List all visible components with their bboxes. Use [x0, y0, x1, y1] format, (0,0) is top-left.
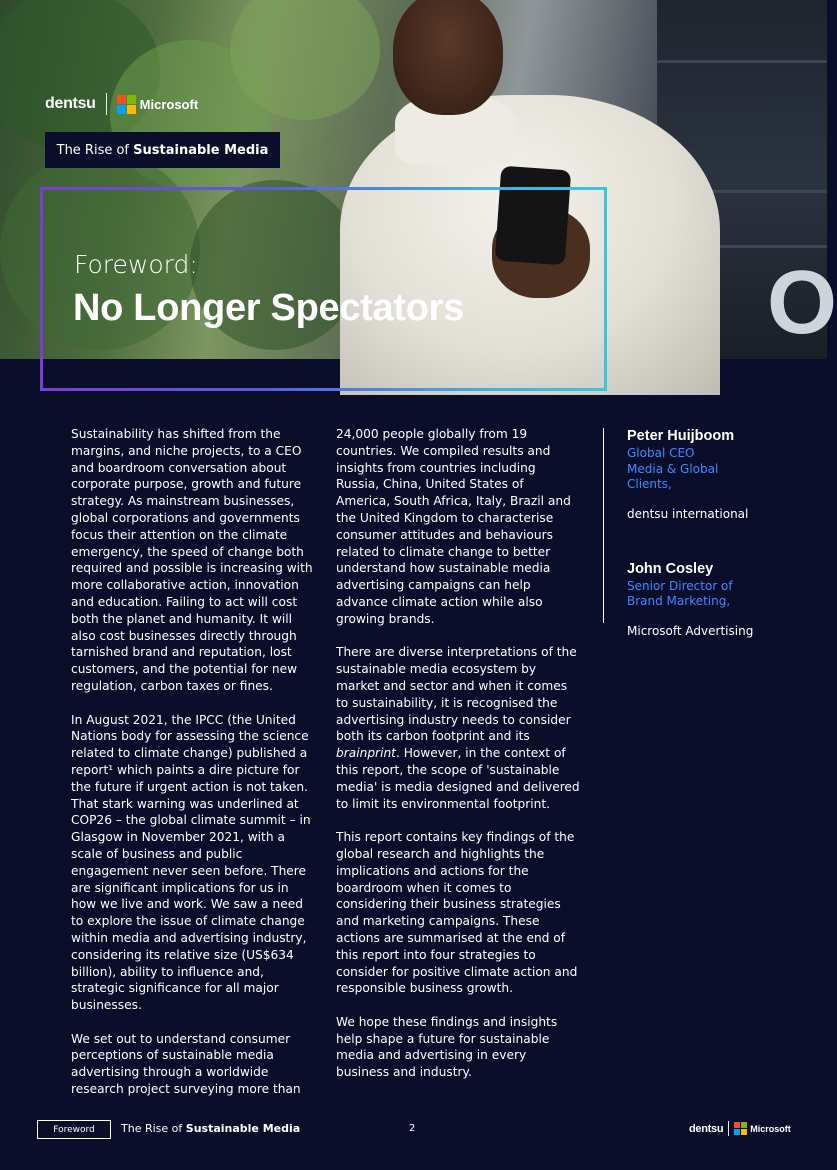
author-role: Global CEO Media & Global Clients,	[627, 446, 719, 491]
microsoft-windows-icon	[117, 95, 136, 114]
paragraph: We hope these findings and insights help shape a future for sustainable media and advertising in every business and industry.	[336, 1014, 558, 1080]
author-panel	[603, 428, 804, 638]
author-card	[604, 561, 804, 638]
footer-report-title	[121, 1122, 300, 1135]
microsoft-wordmark: Microsoft	[750, 1123, 791, 1134]
microsoft-logo	[734, 1122, 791, 1135]
paragraph-text: There are diverse interpretations of the sustainable media ecosystem by market and sector and when it comes to sustainability, it is recognised the advertising industry needs to consider both its carbon footprint and its	[336, 645, 577, 744]
building-line	[657, 60, 827, 63]
emphasis-text: brainprint	[336, 746, 396, 761]
author-name: Peter Huijboom	[627, 428, 735, 444]
body-column-2	[336, 426, 581, 1098]
microsoft-wordmark: Microsoft	[139, 96, 199, 112]
building-letter: O	[766, 253, 837, 353]
person-head	[393, 0, 503, 115]
page-number: 2	[409, 1123, 416, 1134]
author-role: Senior Director of Brand Marketing,	[627, 578, 733, 608]
logo-divider	[106, 93, 107, 115]
author-name: John Cosley	[627, 560, 714, 577]
dentsu-logo: dentsu	[45, 95, 96, 112]
section-kicker: Foreword:	[74, 250, 198, 279]
page-footer	[0, 1112, 827, 1152]
author-org: Microsoft Advertising	[627, 623, 754, 638]
microsoft-logo	[117, 95, 199, 114]
footer-brand-logos	[689, 1121, 791, 1136]
footer-title-bold: Sustainable Media	[185, 1122, 301, 1135]
footer-section-tag[interactable]: Foreword	[37, 1120, 111, 1139]
header-brand-logos	[45, 93, 198, 115]
paragraph: Sustainability has shifted from the margins, and niche projects, to a CEO and boardroom conversation about corporate purpose, growth and future strategy. As mainstream businesses, global corporations and governments focus their attention on the climate emergency, the speed of change both required and possible is increasing with more collaborative action, innovation and education. Failing to act will cost both the planet and humanity. It will also cost businesses directly through tarnished brand and reputation, lost customers, and the potential for new regulation, carbon taxes or fines.	[71, 427, 313, 693]
author-org: dentsu international	[627, 506, 749, 521]
microsoft-windows-icon	[734, 1122, 747, 1135]
paragraph-text: . However, in the context of this report, the scope of 'sustainable media' is media designed and delivered to limit its environmental footprint.	[336, 746, 580, 811]
report-title-bold: Sustainable Media	[133, 142, 269, 158]
footer-title-prefix: The Rise of	[121, 1122, 183, 1135]
paragraph	[336, 644, 581, 812]
page-title: No Longer Spectators	[73, 287, 464, 329]
dentsu-logo: dentsu	[689, 1122, 724, 1135]
report-title-prefix: The Rise of	[56, 142, 130, 158]
report-title-tag	[45, 132, 280, 168]
paragraph: 24,000 people globally from 19 countries. We compiled results and insights from countries including Russia, China, United States of America, South Africa, Italy, Brazil and the United Kingdom to characterise consumer attitudes and behaviours related to climate change to better understand how sustainable media advertising campaigns can help advance climate action while also growing brands.	[336, 427, 571, 626]
logo-divider	[728, 1121, 729, 1136]
paragraph: We set out to understand consumer perceptions of sustainable media advertising through a worldwide research project surveying more than	[71, 1031, 301, 1097]
author-card	[604, 428, 804, 521]
paragraph: In August 2021, the IPCC (the United Nations body for assessing the science related to climate change) published a report¹ which paints a dire picture for the future if urgent action is not taken. That stark warning was underlined at COP26 – the global climate summit – in Glasgow in November 2021, with a scale of business and public engagement never seen before. There are significant implications for us in how we live and work. We saw a need to explore the issue of climate change within media and advertising industry, considering its relative size (US$634 billion), ability to influence and, strategic significance for all major businesses.	[71, 712, 311, 1013]
body-column-1	[71, 426, 316, 1115]
paragraph: This report contains key findings of the global research and highlights the implications and actions for the boardroom when it comes to considering their business strategies and marketing campaigns. These actions are summarised at the end of this report into four strategies to consider for positive climate action and responsible business growth.	[336, 830, 578, 996]
